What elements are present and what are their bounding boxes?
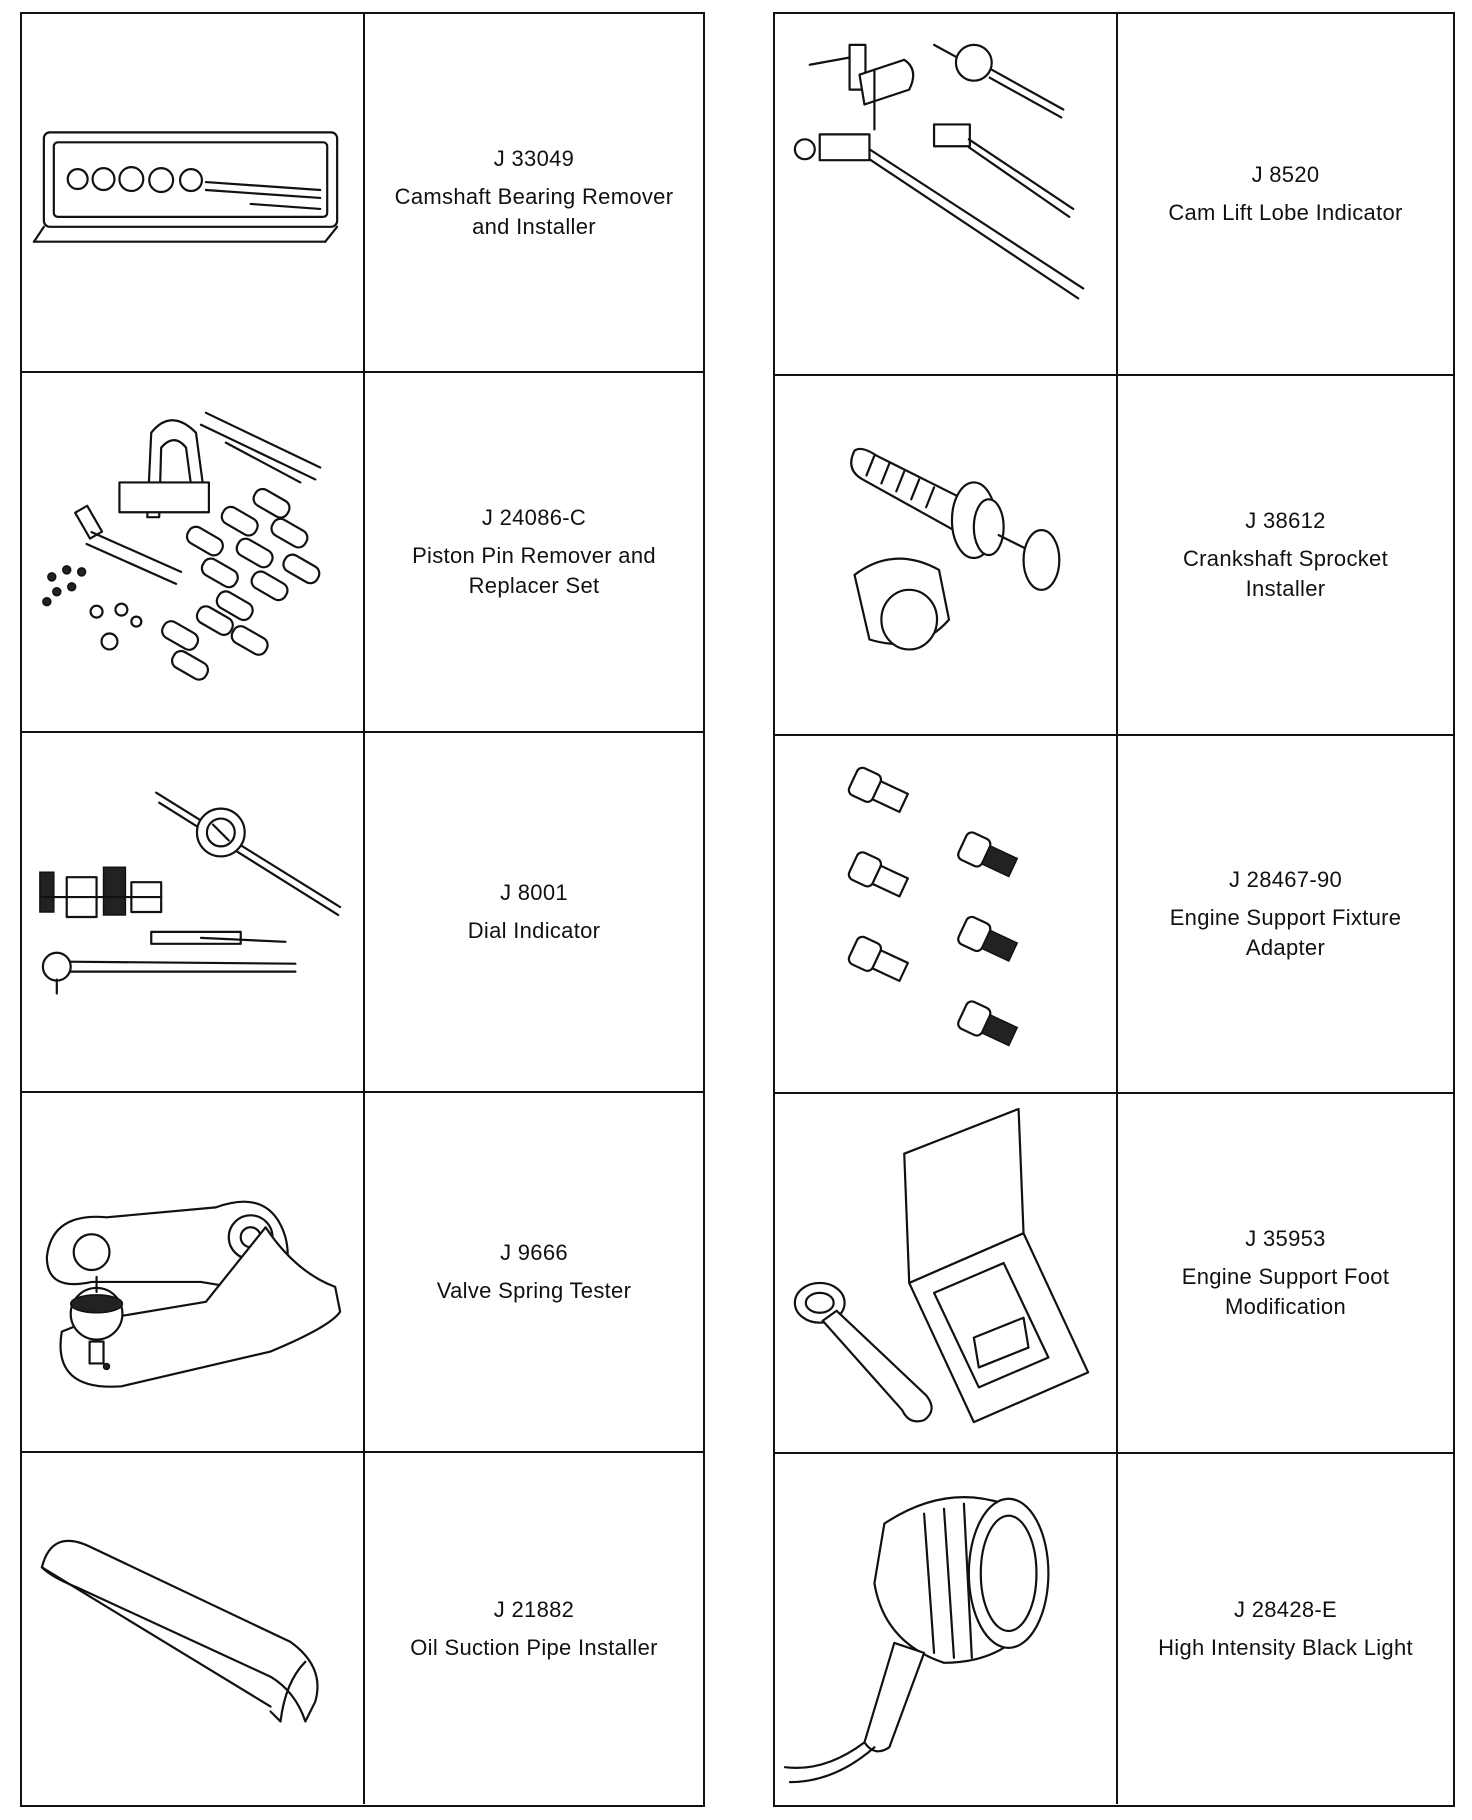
valve-spring-tester-icon (22, 1093, 365, 1451)
tool-row (775, 734, 1453, 1092)
black-light-icon (775, 1454, 1118, 1804)
fixture-adapter-icon (775, 736, 1118, 1092)
sprocket-installer-icon (775, 376, 1118, 734)
tool-row (22, 1091, 703, 1451)
tool-description (1118, 736, 1453, 1092)
part-number: J 28467-90 (1228, 867, 1343, 892)
part-name: Crankshaft Sprocket Installer (1182, 546, 1388, 601)
part-name: Camshaft Bearing Remover and Installer (394, 183, 674, 239)
part-name: Dial Indicator (467, 918, 601, 943)
tool-row (775, 1092, 1453, 1452)
tool-row (775, 14, 1453, 374)
part-number: J 28428-E (1234, 1597, 1337, 1622)
part-number: J 24086-C (481, 505, 587, 530)
tool-description (365, 733, 703, 1091)
tool-row (775, 374, 1453, 734)
part-number: J 35953 (1245, 1226, 1326, 1251)
bearing-tool-case-icon (22, 14, 365, 371)
part-number: J 8520 (1251, 162, 1320, 187)
part-name: Cam Lift Lobe Indicator (1168, 200, 1403, 225)
tool-description (1118, 14, 1453, 374)
part-number: J 38612 (1245, 508, 1326, 533)
part-name: Engine Support Foot Modification (1181, 1264, 1390, 1319)
piston-pin-set-icon (22, 373, 365, 731)
part-name: Engine Support Fixture Adapter (1169, 905, 1402, 960)
tool-row (22, 371, 703, 731)
part-name: Oil Suction Pipe Installer (410, 1634, 658, 1660)
tool-description (365, 1453, 703, 1804)
pipe-installer-icon (22, 1453, 365, 1804)
tool-table-left (20, 12, 705, 1807)
tool-description (1118, 1454, 1453, 1804)
tool-table-right (773, 12, 1455, 1807)
part-name: High Intensity Black Light (1158, 1635, 1413, 1660)
part-number: J 21882 (493, 1596, 575, 1622)
part-number: J 8001 (500, 880, 568, 905)
part-number: J 9666 (500, 1240, 568, 1265)
part-number: J 33049 (493, 145, 575, 171)
dial-indicator-icon (22, 733, 365, 1091)
cam-lobe-indicator-icon (775, 14, 1118, 374)
tool-description (1118, 376, 1453, 734)
part-name: Piston Pin Remover and Replacer Set (412, 543, 656, 598)
tool-row (22, 731, 703, 1091)
tool-row (22, 14, 703, 371)
support-foot-icon (775, 1094, 1118, 1452)
tool-description (1118, 1094, 1453, 1452)
tool-row (775, 1452, 1453, 1804)
part-name: Valve Spring Tester (436, 1278, 632, 1303)
tool-description (365, 373, 703, 731)
tool-description (365, 1093, 703, 1451)
tool-description (365, 14, 703, 371)
tool-row (22, 1451, 703, 1804)
